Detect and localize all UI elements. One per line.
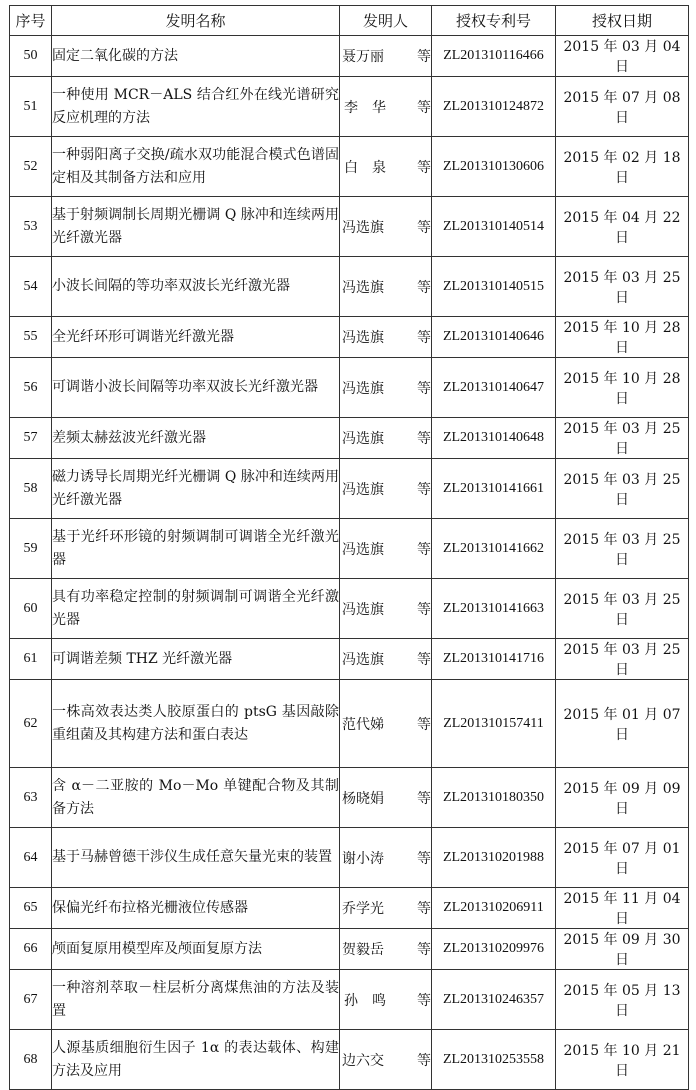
row-inventor-suffix: 等 — [417, 716, 431, 733]
row-patent-no: ZL201310141716 — [432, 639, 556, 680]
table-row — [10, 828, 689, 888]
row-patent-no: ZL201310141663 — [432, 579, 556, 639]
row-date: 2015 年 03 月 25 日 — [556, 519, 689, 579]
row-inventor-cell — [340, 77, 432, 137]
row-patent-no: ZL201310140514 — [432, 197, 556, 257]
header-date: 授权日期 — [556, 6, 689, 36]
row-inventor-suffix: 等 — [417, 652, 431, 668]
row-inventor-cell — [340, 680, 432, 768]
row-title: 固定二氧化碳的方法 — [52, 36, 340, 77]
row-seq: 51 — [10, 77, 52, 137]
row-seq: 68 — [10, 1030, 52, 1090]
row-inventor-cell — [340, 137, 432, 197]
row-seq: 63 — [10, 768, 52, 828]
row-patent-no: ZL201310124872 — [432, 77, 556, 137]
row-date: 2015 年 03 月 25 日 — [556, 418, 689, 459]
row-inventor: 范代娣 — [342, 716, 384, 733]
row-title: 一种溶剂萃取－柱层析分离煤焦油的方法及装置 — [52, 970, 340, 1030]
row-title: 具有功率稳定控制的射频调制可调谐全光纤激光器 — [52, 579, 340, 639]
table-row — [10, 197, 689, 257]
row-seq: 53 — [10, 197, 52, 257]
row-inventor-cell — [340, 1030, 432, 1090]
row-patent-no: ZL201310246357 — [432, 970, 556, 1030]
table-row — [10, 77, 689, 137]
table-row — [10, 639, 689, 680]
row-date: 2015 年 03 月 25 日 — [556, 639, 689, 680]
row-inventor-cell — [340, 418, 432, 459]
patent-table — [9, 5, 689, 1090]
row-patent-no: ZL201310140515 — [432, 257, 556, 317]
row-date: 2015 年 03 月 25 日 — [556, 459, 689, 519]
row-title: 基于马赫曾德干涉仪生成任意矢量光束的装置 — [52, 828, 340, 888]
row-inventor-suffix: 等 — [417, 481, 431, 498]
row-date: 2015 年 10 月 21 日 — [556, 1030, 689, 1090]
table-row — [10, 680, 689, 768]
row-inventor-cell — [340, 888, 432, 929]
row-inventor-cell — [340, 970, 432, 1030]
row-date: 2015 年 09 月 09 日 — [556, 768, 689, 828]
row-date: 2015 年 01 月 07 日 — [556, 680, 689, 768]
table-row — [10, 888, 689, 929]
header-seq: 序号 — [10, 6, 52, 36]
row-inventor: 冯选旗 — [342, 279, 384, 296]
row-inventor: 冯选旗 — [342, 541, 384, 558]
row-title: 可调谐差频 THZ 光纤激光器 — [52, 639, 340, 680]
row-patent-no: ZL201310201988 — [432, 828, 556, 888]
row-title: 小波长间隔的等功率双波长光纤激光器 — [52, 257, 340, 317]
table-row — [10, 257, 689, 317]
row-inventor-cell — [340, 358, 432, 418]
row-inventor-suffix: 等 — [417, 279, 431, 296]
row-inventor-suffix: 等 — [417, 541, 431, 558]
row-seq: 57 — [10, 418, 52, 459]
row-inventor-suffix: 等 — [417, 901, 431, 917]
row-seq: 50 — [10, 36, 52, 77]
table-row — [10, 970, 689, 1030]
row-date: 2015 年 03 月 25 日 — [556, 257, 689, 317]
row-date: 2015 年 10 月 28 日 — [556, 317, 689, 358]
row-inventor-suffix: 等 — [417, 601, 431, 618]
row-inventor-suffix: 等 — [417, 942, 431, 958]
row-inventor: 聂万丽 — [342, 49, 384, 65]
row-inventor: 冯选旗 — [342, 431, 384, 447]
row-seq: 54 — [10, 257, 52, 317]
row-patent-no: ZL201310140647 — [432, 358, 556, 418]
row-patent-no: ZL201310253558 — [432, 1030, 556, 1090]
row-patent-no: ZL201310140648 — [432, 418, 556, 459]
row-title: 全光纤环形可调谐光纤激光器 — [52, 317, 340, 358]
row-date: 2015 年 09 月 30 日 — [556, 929, 689, 970]
table-row — [10, 929, 689, 970]
row-inventor-cell — [340, 579, 432, 639]
row-inventor-cell — [340, 197, 432, 257]
row-inventor-suffix: 等 — [417, 159, 431, 176]
row-inventor-suffix: 等 — [417, 330, 431, 346]
row-inventor: 李华 — [344, 99, 400, 116]
row-inventor-suffix: 等 — [417, 1052, 431, 1069]
table-row — [10, 137, 689, 197]
row-patent-no: ZL201310157411 — [432, 680, 556, 768]
row-patent-no: ZL201310180350 — [432, 768, 556, 828]
row-date: 2015 年 02 月 18 日 — [556, 137, 689, 197]
table-row — [10, 36, 689, 77]
row-inventor: 冯选旗 — [342, 601, 384, 618]
row-inventor-cell — [340, 929, 432, 970]
header-name: 发明名称 — [52, 6, 340, 36]
row-seq: 67 — [10, 970, 52, 1030]
row-title: 基于射频调制长周期光栅调 Q 脉冲和连续两用光纤激光器 — [52, 197, 340, 257]
row-date: 2015 年 05 月 13 日 — [556, 970, 689, 1030]
row-patent-no: ZL201310209976 — [432, 929, 556, 970]
row-seq: 64 — [10, 828, 52, 888]
row-patent-no: ZL201310116466 — [432, 36, 556, 77]
row-inventor: 谢小涛 — [342, 850, 384, 867]
row-seq: 58 — [10, 459, 52, 519]
header-patent-no: 授权专利号 — [432, 6, 556, 36]
row-inventor-cell — [340, 768, 432, 828]
row-inventor-cell — [340, 317, 432, 358]
row-patent-no: ZL201310206911 — [432, 888, 556, 929]
table-row — [10, 1030, 689, 1090]
row-seq: 56 — [10, 358, 52, 418]
row-seq: 59 — [10, 519, 52, 579]
row-inventor-cell — [340, 828, 432, 888]
row-inventor: 乔学光 — [342, 901, 384, 917]
header-row — [10, 6, 689, 36]
row-date: 2015 年 04 月 22 日 — [556, 197, 689, 257]
row-inventor-cell — [340, 639, 432, 680]
row-patent-no: ZL201310141662 — [432, 519, 556, 579]
row-date: 2015 年 03 月 25 日 — [556, 579, 689, 639]
row-inventor: 冯选旗 — [342, 652, 384, 668]
row-patent-no: ZL201310130606 — [432, 137, 556, 197]
row-title: 磁力诱导长周期光纤光栅调 Q 脉冲和连续两用光纤激光器 — [52, 459, 340, 519]
table-row — [10, 358, 689, 418]
row-seq: 66 — [10, 929, 52, 970]
row-inventor-suffix: 等 — [417, 380, 431, 397]
row-inventor-cell — [340, 519, 432, 579]
row-inventor: 冯选旗 — [342, 330, 384, 346]
row-date: 2015 年 11 月 04 日 — [556, 888, 689, 929]
row-patent-no: ZL201310140646 — [432, 317, 556, 358]
row-inventor: 冯选旗 — [342, 380, 384, 397]
row-title: 颅面复原用模型库及颅面复原方法 — [52, 929, 340, 970]
table-row — [10, 317, 689, 358]
row-inventor: 边六交 — [342, 1052, 384, 1069]
row-title: 含 α－二亚胺的 Mo－Mo 单键配合物及其制备方法 — [52, 768, 340, 828]
row-inventor: 冯选旗 — [342, 219, 384, 236]
row-title: 一株高效表达类人胶原蛋白的 ptsG 基因敲除重组菌及其构建方法和蛋白表达 — [52, 680, 340, 768]
row-inventor-suffix: 等 — [417, 219, 431, 236]
row-seq: 52 — [10, 137, 52, 197]
row-seq: 55 — [10, 317, 52, 358]
table-row — [10, 519, 689, 579]
row-inventor: 贺毅岳 — [342, 942, 384, 958]
row-inventor-suffix: 等 — [417, 992, 431, 1009]
row-inventor-cell — [340, 36, 432, 77]
header-inventor: 发明人 — [340, 6, 432, 36]
table-row — [10, 418, 689, 459]
table-row — [10, 459, 689, 519]
row-date: 2015 年 07 月 08 日 — [556, 77, 689, 137]
row-inventor-cell — [340, 257, 432, 317]
row-date: 2015 年 03 月 04 日 — [556, 36, 689, 77]
table-row — [10, 768, 689, 828]
row-inventor: 冯选旗 — [342, 481, 384, 498]
row-inventor: 孙鸣 — [344, 992, 400, 1009]
row-title: 人源基质细胞衍生因子 1α 的表达载体、构建方法及应用 — [52, 1030, 340, 1090]
row-date: 2015 年 10 月 28 日 — [556, 358, 689, 418]
row-title: 基于光纤环形镜的射频调制可调谐全光纤激光器 — [52, 519, 340, 579]
row-title: 可调谐小波长间隔等功率双波长光纤激光器 — [52, 358, 340, 418]
row-inventor-suffix: 等 — [417, 790, 431, 807]
row-seq: 65 — [10, 888, 52, 929]
row-title: 一种使用 MCR－ALS 结合红外在线光谱研究反应机理的方法 — [52, 77, 340, 137]
row-inventor-suffix: 等 — [417, 99, 431, 116]
row-inventor-suffix: 等 — [417, 850, 431, 867]
row-title: 差频太赫兹波光纤激光器 — [52, 418, 340, 459]
table-row — [10, 579, 689, 639]
row-date: 2015 年 07 月 01 日 — [556, 828, 689, 888]
row-title: 一种弱阳离子交换/疏水双功能混合模式色谱固定相及其制备方法和应用 — [52, 137, 340, 197]
row-title: 保偏光纤布拉格光栅液位传感器 — [52, 888, 340, 929]
row-inventor-suffix: 等 — [417, 431, 431, 447]
row-inventor-suffix: 等 — [417, 49, 431, 65]
row-patent-no: ZL201310141661 — [432, 459, 556, 519]
row-seq: 60 — [10, 579, 52, 639]
row-seq: 62 — [10, 680, 52, 768]
row-seq: 61 — [10, 639, 52, 680]
row-inventor: 杨晓娟 — [342, 790, 384, 807]
row-inventor-cell — [340, 459, 432, 519]
row-inventor: 白泉 — [344, 159, 400, 176]
